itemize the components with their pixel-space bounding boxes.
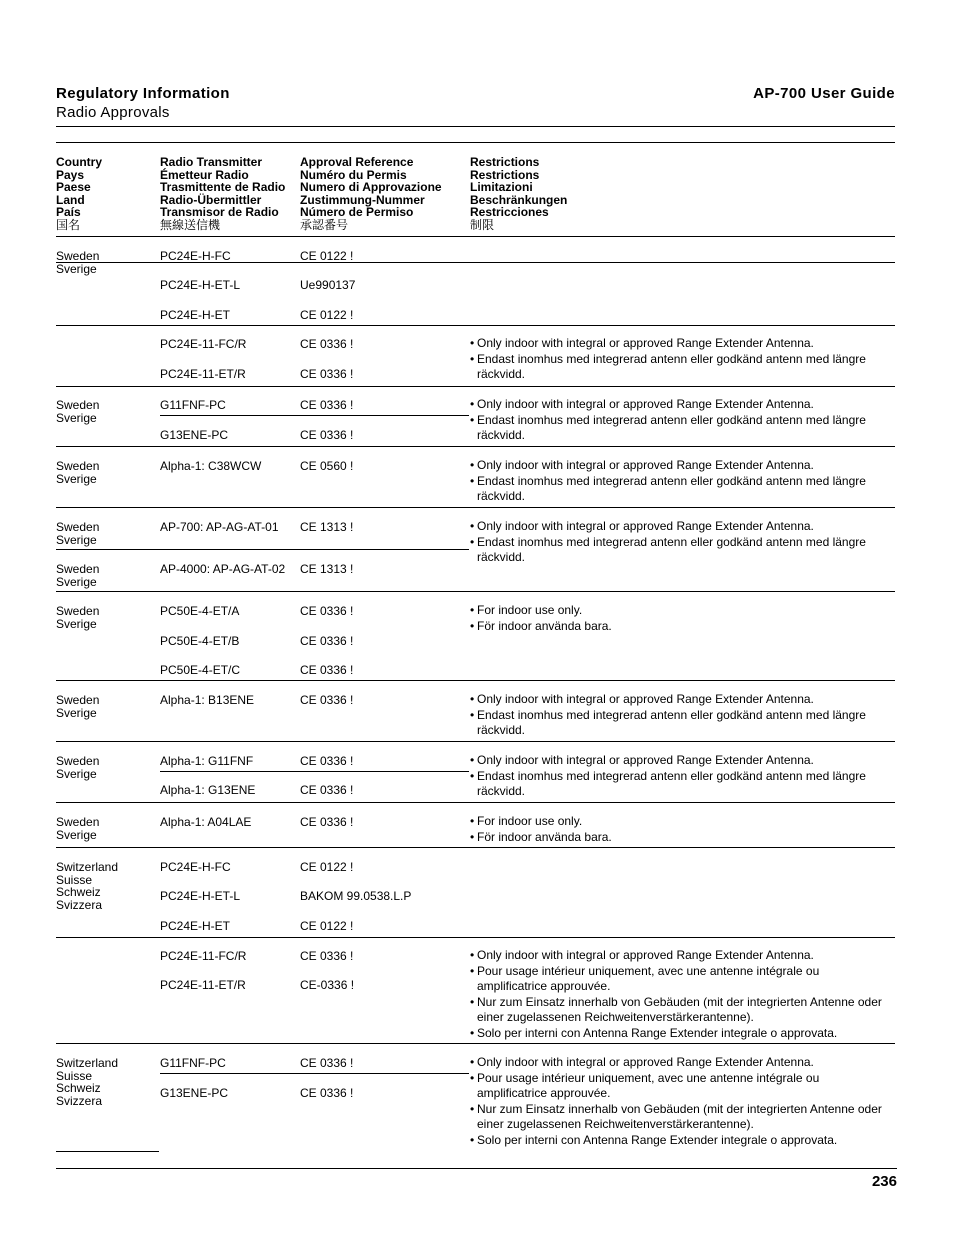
column-header-restrictions: Restrictions Restrictions Limitazioni Beschränkungen Restricciones 制限 [470,155,568,232]
column-header-transmitter: Radio Transmitter Émetteur Radio Trasmittente de Radio Radio-Übermittler Transmisor de Radio 無線送信機 [160,155,286,232]
approval-cell: CE 0336 ! [300,949,354,963]
restriction-item: • Only indoor with integral or approved Range Extender Antenna. [470,458,866,474]
transmitter-cell: PC24E-H-ET [160,919,231,933]
transmitter-cell: AP-4000: AP-AG-AT-02 [160,562,286,576]
restriction-item: • Pour usage intérieur uniquement, avec une antenne intégrale ou amplificatrice approuvée. [470,964,882,995]
country-cell: Switzerland Suisse Schweiz Svizzera [56,860,119,912]
restriction-item: • För indoor användа bara. [470,619,612,635]
restriction-item: • For indoor use only. [470,814,612,830]
row-divider [56,591,895,592]
subsection-title: Radio Approvals [56,104,170,121]
row-divider [56,262,895,263]
guide-title: AP-700 User Guide [753,85,895,102]
approval-cell: CE 0336 ! [300,634,354,648]
country-cell: Sweden Sverige [56,249,100,276]
approval-cell: CE 0122 ! [300,919,354,933]
restriction-item: • Pour usage intérieur uniquement, avec une antenne intégrale ou amplificatrice approuvée. [470,1071,882,1102]
restriction-item: • Only indoor with integral or approved Range Extender Antenna. [470,519,866,535]
transmitter-cell: PC24E-H-ET-L [160,278,241,292]
restriction-item: • Endast inomhus med integrerad antenn eller godkänd antenn med längre räckvidd. [470,413,866,444]
restriction-item: • För indoor användа bara. [470,830,612,846]
section-title: Regulatory Information [56,85,230,102]
restrictions-block [470,519,866,566]
table-header-rule [56,236,895,237]
country-cell: Sweden Sverige [56,520,100,547]
restriction-item: • Only indoor with integral or approved Range Extender Antenna. [470,336,866,352]
transmitter-cell: PC24E-H-ET [160,308,231,322]
restrictions-block [470,692,866,739]
approval-cell: CE 0336 ! [300,693,354,707]
country-cell: Sweden Sverige [56,604,100,631]
country-cell: Sweden Sverige [56,754,100,781]
restrictions-block [470,336,866,383]
restrictions-block [470,948,882,1041]
country-cell: Sweden Sverige [56,693,100,720]
transmitter-cell: PC24E-H-FC [160,249,231,263]
approval-cell: Ue990137 [300,278,356,292]
sub-row-divider [160,1073,469,1074]
approval-cell: CE 0336 ! [300,754,354,768]
transmitter-cell: PC50E-4-ET/C [160,663,241,677]
transmitter-cell: Alpha-1: C38WCW [160,459,262,473]
table-top-rule [56,142,895,143]
approval-cell: CE 0336 ! [300,663,354,677]
approval-cell: CE 1313 ! [300,520,354,534]
transmitter-cell: PC24E-H-FC [160,860,231,874]
transmitter-cell: G13ENE-PC [160,428,229,442]
restrictions-block [470,814,612,845]
transmitter-cell: PC50E-4-ET/A [160,604,240,618]
row-divider [56,325,895,326]
restriction-item: • Nur zum Einsatz innerhalb von Gebäuden (mit der integrierten Antenne oder einer zugelassenen Reichweitenverstärkerantenne). [470,1102,882,1133]
sub-row-divider [160,771,469,772]
restrictions-block [470,458,866,505]
restriction-item: • Only indoor with integral or approved Range Extender Antenna. [470,1055,882,1071]
row-divider [56,741,895,742]
restriction-item: • Solo per interni con Antenna Range Extender integrale o approvata. [470,1133,882,1149]
transmitter-cell: G11FNF-PC [160,398,226,412]
transmitter-cell: AP-700: AP-AG-AT-01 [160,520,279,534]
approval-cell: CE 1313 ! [300,562,354,576]
transmitter-cell: Alpha-1: B13ENE [160,693,255,707]
row-divider [56,802,895,803]
transmitter-cell: PC24E-11-FC/R [160,337,247,351]
restriction-item: • Only indoor with integral or approved Range Extender Antenna. [470,397,866,413]
approval-cell: CE 0336 ! [300,398,354,412]
approval-cell: CE 0122 ! [300,308,354,322]
row-divider [56,1043,895,1044]
restriction-item: • Endast inomhus med integrerad antenn eller godkänd antenn med längre räckvidd. [470,708,866,739]
approval-cell: CE 0336 ! [300,1086,354,1100]
restriction-item: • Only indoor with integral or approved Range Extender Antenna. [470,753,866,769]
sub-row-divider [160,415,469,416]
restriction-item: • Nur zum Einsatz innerhalb von Gebäuden (mit der integrierten Antenne oder einer zugelassenen Reichweitenverstärkerantenne). [470,995,882,1026]
approval-cell: CE 0336 ! [300,428,354,442]
restriction-item: • Endast inomhus med integrerad antenn eller godkänd antenn med längre räckvidd. [470,535,866,566]
approval-cell: CE 0336 ! [300,604,354,618]
restriction-item: • Endast inomhus med integrerad antenn eller godkänd antenn med längre räckvidd. [470,474,866,505]
approval-cell: BAKOM 99.0538.L.P [300,889,412,903]
transmitter-cell: Alpha-1: G13ENE [160,783,256,797]
column-header-approval: Approval Reference Numéro du Permis Numero di Approvazione Zustimmung-Nummer Número de Permiso 承認番号 [300,155,442,232]
restrictions-block [470,603,612,634]
country-cell: Sweden Sverige [56,398,100,425]
approval-cell: CE 0336 ! [300,815,354,829]
restriction-item: • Endast inomhus med integrerad antenn eller godkänd antenn med längre räckvidd. [470,769,866,800]
row-divider [56,507,895,508]
footer-rule [56,1168,897,1169]
restrictions-block [470,753,866,800]
transmitter-cell: G13ENE-PC [160,1086,229,1100]
row-divider [56,446,895,447]
country-cell: Sweden Sverige [56,562,100,589]
restrictions-block [470,397,866,444]
transmitter-cell: PC24E-11-FC/R [160,949,247,963]
approval-cell: CE 0336 ! [300,337,354,351]
row-divider [56,386,895,387]
row-divider [56,847,895,848]
footnote-rule [56,1151,159,1152]
header-rule [56,126,895,127]
transmitter-cell: Alpha-1: A04LAE [160,815,252,829]
approval-cell: CE 0336 ! [300,1056,354,1070]
approval-cell: CE 0336 ! [300,367,354,381]
restriction-item: • Solo per interni con Antenna Range Extender integrale o approvata. [470,1026,882,1042]
restrictions-block [470,1055,882,1148]
country-cell: Sweden Sverige [56,815,100,842]
row-divider [56,937,895,938]
restriction-item: • Only indoor with integral or approved Range Extender Antenna. [470,948,882,964]
approval-cell: CE 0122 ! [300,249,354,263]
restriction-item: • For indoor use only. [470,603,612,619]
approval-cell: CE 0122 ! [300,860,354,874]
row-divider [56,680,895,681]
transmitter-cell: PC24E-11-ET/R [160,367,246,381]
transmitter-cell: PC24E-H-ET-L [160,889,241,903]
country-cell: Switzerland Suisse Schweiz Svizzera [56,1056,119,1108]
restriction-item: • Endast inomhus med integrerad antenn eller godkänd antenn med längre räckvidd. [470,352,866,383]
sub-row-divider [56,549,469,550]
approval-cell: CE-0336 ! [300,978,355,992]
transmitter-cell: Alpha-1: G11FNF [160,754,254,768]
transmitter-cell: G11FNF-PC [160,1056,226,1070]
page-number: 236 [871,1173,897,1190]
approval-cell: CE 0336 ! [300,783,354,797]
transmitter-cell: PC24E-11-ET/R [160,978,246,992]
transmitter-cell: PC50E-4-ET/B [160,634,240,648]
column-header-country: Country Pays Paese Land País 国名 [56,155,102,232]
restriction-item: • Only indoor with integral or approved Range Extender Antenna. [470,692,866,708]
approval-cell: CE 0560 ! [300,459,354,473]
country-cell: Sweden Sverige [56,459,100,486]
